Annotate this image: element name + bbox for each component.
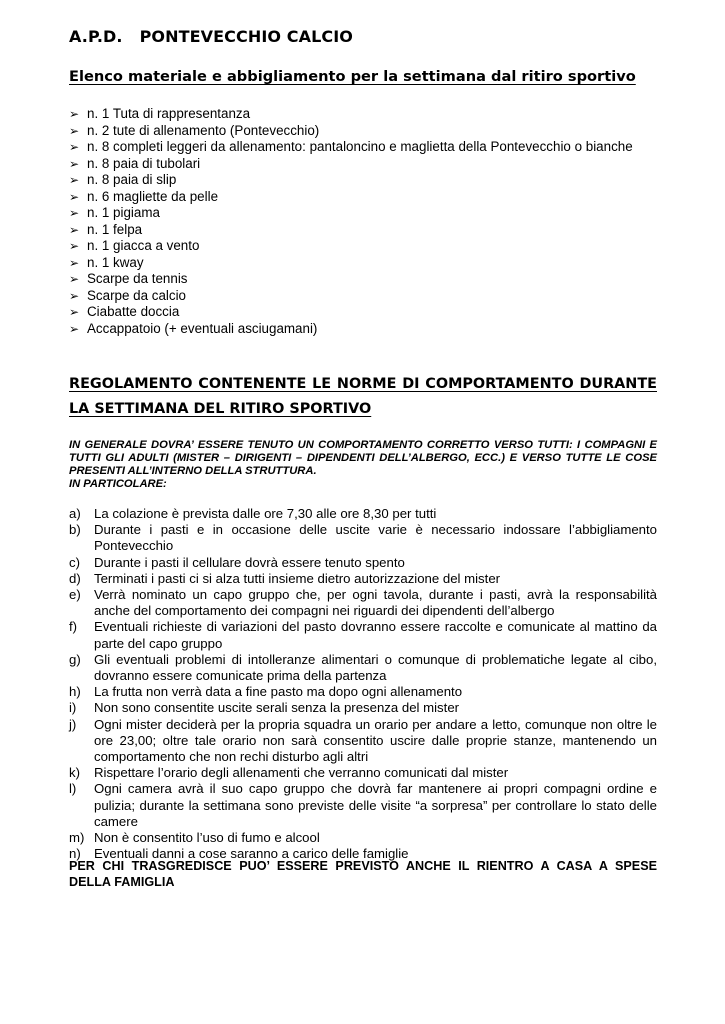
list-item-text: Ciabatte doccia [87, 304, 180, 319]
rule-item [69, 587, 657, 619]
list-item [69, 189, 659, 206]
list-item [69, 255, 659, 272]
rule-item [69, 684, 657, 700]
rules-list [69, 506, 657, 862]
arrow-bullet-icon: ➢ [69, 321, 80, 336]
list-item-text: n. 1 felpa [87, 221, 143, 237]
rules-title: REGOLAMENTO CONTENENTE LE NORME DI COMPORTAMENTO DURANTE LA SETTIMANA DEL RITIRO SPORTIVO [69, 376, 657, 417]
list-item-text: Scarpe da calcio [87, 287, 186, 303]
list-item [69, 205, 659, 222]
list-item [69, 238, 659, 255]
rule-text: Durante i pasti e in occasione delle uscite varie è necessario indossare l’abbigliamento Pontevecchio [94, 522, 657, 554]
rule-item [69, 506, 657, 522]
rule-text: Eventuali danni a cose saranno a carico delle famiglie [94, 846, 409, 862]
arrow-bullet-icon: ➢ [69, 189, 80, 204]
rule-item [69, 555, 657, 571]
list-item [69, 139, 659, 156]
rule-text: Durante i pasti il cellulare dovrà essere tenuto spento [94, 554, 405, 570]
list-item-text: Accappatoio (+ eventuali asciugamani) [87, 320, 318, 336]
arrow-bullet-icon: ➢ [69, 305, 80, 319]
rule-letter: j) [69, 716, 77, 732]
rule-item [69, 765, 657, 781]
list-item-text: n. 2 tute di allenamento (Pontevecchio) [87, 122, 320, 138]
rule-text: Ogni camera avrà il suo capo gruppo che dovrà far mantenere ai propri compagni ordine e pulizia; durante la settimana sono previste delle visite “a sorpresa” per controllare lo stato delle camere [94, 781, 657, 829]
arrow-bullet-icon: ➢ [69, 156, 80, 171]
in-particolare-label: IN PARTICOLARE: [69, 478, 167, 490]
list-item-text: Scarpe da tennis [87, 271, 188, 286]
list-item [69, 156, 659, 173]
arrow-bullet-icon: ➢ [69, 239, 80, 253]
arrow-bullet-icon: ➢ [69, 206, 80, 220]
equipment-list [69, 106, 659, 337]
list-item [69, 304, 659, 321]
rule-item [69, 700, 657, 716]
rule-letter: n) [69, 846, 81, 862]
rule-item [69, 717, 657, 766]
rule-letter: c) [69, 554, 80, 570]
rule-letter: e) [69, 587, 81, 603]
organization-name: A.P.D. PONTEVECCHIO CALCIO [69, 27, 353, 46]
arrow-bullet-icon: ➢ [69, 123, 80, 138]
rule-text: Non è consentito l’uso di fumo e alcool [94, 830, 320, 846]
list-item-text: n. 1 kway [87, 254, 144, 270]
rule-text: Non sono consentite uscite serali senza la presenza del mister [94, 700, 460, 716]
list-item-text: n. 1 pigiama [87, 205, 160, 220]
rule-letter: l) [69, 781, 77, 797]
rule-letter: k) [69, 765, 80, 781]
rule-text: Gli eventuali problemi di intolleranze alimentari o comunque di problematiche legate al cibo, dovranno essere comunicate prima della partenza [94, 651, 657, 684]
rule-text: Rispettare l’orario degli allenamenti che verranno comunicati dal mister [94, 765, 509, 781]
arrow-bullet-icon: ➢ [69, 288, 80, 303]
list-item-text: n. 8 paia di tubolari [87, 155, 201, 171]
list-item [69, 222, 659, 239]
rule-text: La frutta non verrà data a fine pasto ma dopo ogni allenamento [94, 684, 463, 700]
arrow-bullet-icon: ➢ [69, 173, 80, 187]
rule-item [69, 571, 657, 587]
rule-letter: a) [69, 506, 81, 521]
list-item-text: n. 8 paia di slip [87, 172, 177, 187]
list-item-text: n. 6 magliette da pelle [87, 188, 219, 204]
arrow-bullet-icon: ➢ [69, 272, 80, 286]
list-item-text: n. 1 Tuta di rappresentanza [87, 106, 251, 121]
rule-letter: d) [69, 570, 81, 586]
rule-letter: g) [69, 651, 81, 667]
rule-text: Ogni mister deciderà per la propria squadra un orario per andare a letto, comunque non oltre le ore 23,00; oltre tale orario non sarà consentito uscire dalle proprie stanze, mantenendo un comportamento che non rechi disturbo agli altri [94, 716, 657, 765]
list-item [69, 271, 659, 288]
rule-item [69, 619, 657, 651]
rule-letter: i) [69, 700, 77, 716]
rule-item [69, 781, 657, 830]
rule-letter: b) [69, 522, 81, 538]
general-behavior-text: IN GENERALE DOVRA’ ESSERE TENUTO UN COMPORTAMENTO CORRETTO VERSO TUTTI: I COMPAGNI E TUTTI GLI ADULTI (MISTER – DIRIGENTI – DIPENDENTI DELL’ALBERGO, ECC.) E VERSO TUTTE LE COSE PRESENTI ALL’INTERNO DELLA STRUTTURA. [69, 439, 657, 478]
arrow-bullet-icon: ➢ [69, 255, 80, 270]
rule-item [69, 522, 657, 554]
rule-letter: m) [69, 830, 85, 846]
rule-text: Terminati i pasti ci si alza tutti insieme dietro autorizzazione del mister [94, 570, 501, 586]
arrow-bullet-icon: ➢ [69, 222, 80, 237]
rule-text: Eventuali richieste di variazioni del pasto dovranno essere raccolte e comunicate al mattino da parte del capo gruppo [94, 619, 657, 651]
rule-item [69, 830, 657, 846]
rule-letter: h) [69, 684, 81, 700]
rule-letter: f) [69, 619, 78, 635]
rule-text: La colazione è prevista dalle ore 7,30 alle ore 8,30 per tutti [94, 506, 437, 521]
arrow-bullet-icon: ➢ [69, 107, 80, 121]
equipment-list-title: Elenco materiale e abbigliamento per la settimana dal ritiro sportivo [69, 68, 636, 85]
arrow-bullet-icon: ➢ [69, 140, 80, 154]
list-item [69, 288, 659, 305]
rule-text: Verrà nominato un capo gruppo che, per ogni tavola, durante i pasti, avrà la responsabilità anche del comportamento dei compagni nei riguardi dei dipendenti dell’albergo [94, 587, 657, 619]
list-item [69, 123, 659, 140]
list-item-text: n. 8 completi leggeri da allenamento: pantaloncino e maglietta della Pontevecchio o bianche [87, 139, 633, 154]
list-item-text: n. 1 giacca a vento [87, 238, 200, 253]
rule-item [69, 652, 657, 684]
list-item [69, 172, 659, 189]
list-item [69, 321, 659, 338]
closing-warning: PER CHI TRASGREDISCE PUO’ ESSERE PREVISTO ANCHE IL RIENTRO A CASA A SPESE DELLA FAMIGLIA [69, 859, 657, 889]
list-item [69, 106, 659, 123]
